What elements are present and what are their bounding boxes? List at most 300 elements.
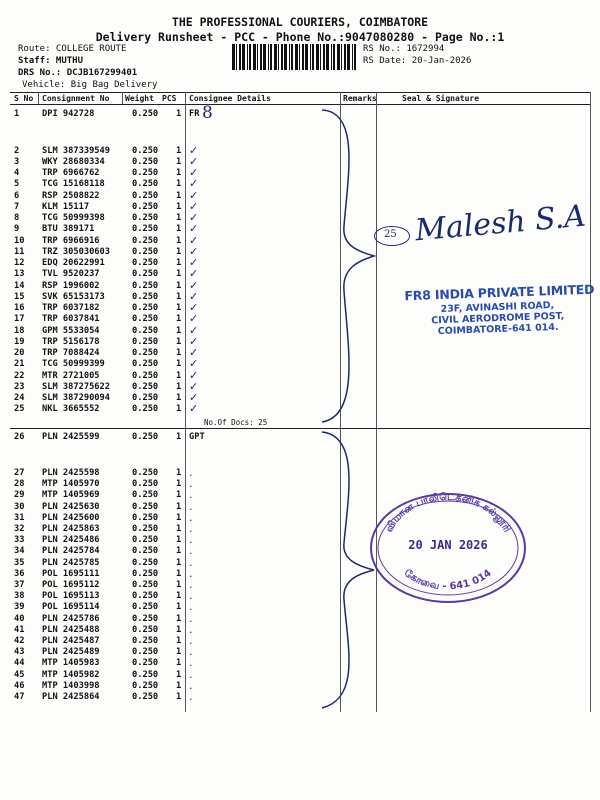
barcode-bar: [281, 44, 283, 70]
row-weight: 0.250: [132, 291, 159, 302]
row-consignment: PLN 2425486: [42, 535, 100, 546]
vehicle-label: Vehicle: Big Bag Delivery: [22, 80, 158, 90]
row-pcs: 1: [176, 381, 182, 392]
barcode-bar: [289, 44, 290, 70]
dot-mark: .: [189, 499, 193, 513]
row-consignment: NKL 3665552: [42, 404, 100, 415]
dot-mark: .: [189, 544, 193, 558]
col-sno: S No: [14, 94, 34, 103]
row-pcs: 1: [176, 557, 182, 568]
stamp-address-line2: CIVIL AERODROME POST,: [431, 310, 565, 327]
row-sno: 30: [14, 501, 25, 512]
dot-mark: .: [189, 466, 193, 479]
barcode-bar: [242, 44, 245, 70]
check-mark-icon: ✓: [189, 177, 199, 191]
row-consignment: PLN 2425863: [42, 524, 100, 534]
row-1-consignee: FR: [189, 109, 200, 119]
barcode-bar: [239, 44, 241, 70]
barcode-bar: [354, 44, 356, 70]
row-pcs: 1: [176, 145, 182, 156]
row-consignment: TCG 15168118: [42, 179, 105, 190]
barcode-bar: [302, 44, 304, 70]
row-weight: 0.250: [132, 381, 159, 392]
rs-date: RS Date: 20-Jan-2026: [363, 56, 472, 66]
barcode-bar: [249, 44, 251, 70]
row-consignment: TRZ 305030603: [42, 246, 110, 257]
row-pcs: 1: [176, 303, 182, 313]
row-consignment: TRP 7088424: [42, 348, 100, 358]
row-weight: 0.250: [132, 658, 159, 669]
row-pcs: 1: [176, 602, 182, 613]
drs-number: DRS No.: DCJB167299401: [18, 68, 138, 78]
dot-mark: .: [189, 667, 193, 681]
check-mark-icon: ✓: [189, 233, 199, 247]
row-sno: 32: [14, 524, 25, 534]
row-26-sno: 26: [14, 432, 25, 442]
row-weight: 0.250: [132, 591, 159, 602]
row-weight: 0.250: [132, 280, 159, 291]
row-pcs: 1: [176, 669, 182, 680]
dot-mark: .: [189, 589, 193, 603]
barcode-bar: [232, 44, 235, 70]
barcode-bar: [323, 44, 325, 70]
row-pcs: 1: [176, 680, 182, 691]
row-consignment: MTP 1405983: [42, 658, 100, 669]
row-consignment: PLN 2425489: [42, 647, 100, 658]
row-pcs: 1: [176, 359, 182, 370]
row-weight: 0.250: [132, 602, 159, 613]
barcode-bar: [291, 44, 293, 70]
company-stamp: [404, 281, 595, 338]
row-consignment: TCG 50999399: [42, 359, 105, 370]
row-weight: 0.250: [132, 336, 159, 347]
row-weight: 0.250: [132, 325, 159, 336]
row-pcs: 1: [176, 179, 182, 190]
row-sno: 36: [14, 568, 25, 579]
check-mark-icon: ✓: [189, 278, 199, 292]
row-pcs: 1: [176, 224, 182, 235]
barcode-bar: [274, 44, 277, 70]
row-sno: 47: [14, 692, 25, 702]
check-mark-icon: ✓: [189, 222, 199, 236]
barcode-bar: [260, 44, 262, 70]
row-sno: 23: [14, 381, 25, 392]
row-pcs: 1: [176, 325, 182, 336]
row-consignment: MTP 1403998: [42, 680, 100, 691]
row-sno: 24: [14, 393, 25, 403]
dot-mark: .: [189, 555, 193, 569]
row-consignment: SVK 65153173: [42, 291, 105, 302]
row-weight: 0.250: [132, 235, 159, 246]
row-weight: 0.250: [132, 692, 159, 702]
check-mark-icon: ✓: [189, 154, 199, 168]
row-sno: 42: [14, 636, 25, 646]
row-pcs: 1: [176, 258, 182, 268]
row-weight: 0.250: [132, 156, 159, 167]
row-sno: 35: [14, 557, 25, 568]
row-pcs: 1: [176, 568, 182, 579]
row-weight: 0.250: [132, 201, 159, 212]
row-consignment: POL 1695111: [42, 568, 100, 579]
row-weight: 0.250: [132, 501, 159, 512]
col-divider-consignee: [185, 92, 186, 712]
row-weight: 0.250: [132, 580, 159, 590]
receiver-signature: Malesh S.A: [413, 198, 588, 249]
dot-mark: .: [189, 477, 193, 491]
row-sno: 8: [14, 213, 20, 223]
row-weight: 0.250: [132, 524, 159, 534]
row-consignment: TCG 50999398: [42, 213, 105, 223]
row-consignment: PLN 2425630: [42, 501, 100, 512]
row-sno: 20: [14, 348, 25, 358]
row-consignment: POL 1695113: [42, 591, 100, 602]
row-pcs: 1: [176, 280, 182, 291]
check-mark-icon: ✓: [189, 346, 199, 359]
row-1-consignment: DPI 942728: [42, 109, 95, 119]
row-weight: 0.250: [132, 669, 159, 680]
row-weight: 0.250: [132, 224, 159, 235]
barcode-bar: [320, 44, 321, 70]
row-pcs: 1: [176, 501, 182, 512]
row-26-consignment: PLN 2425599: [42, 432, 100, 442]
row-sno: 40: [14, 613, 25, 624]
barcode: [232, 44, 360, 70]
check-mark-icon: ✓: [189, 379, 199, 393]
row-consignment: TRP 6966916: [42, 235, 100, 246]
row-weight: 0.250: [132, 568, 159, 579]
row-weight: 0.250: [132, 303, 159, 313]
stamp-address-line1: 23F, AVINASHI ROAD,: [440, 300, 555, 315]
check-mark-icon: ✓: [189, 323, 199, 337]
row-pcs: 1: [176, 546, 182, 557]
row-weight: 0.250: [132, 190, 159, 201]
dot-mark: .: [189, 522, 193, 535]
row-pcs: 1: [176, 692, 182, 702]
row-pcs: 1: [176, 580, 182, 590]
table-top-rule: [10, 92, 590, 93]
barcode-bar: [331, 44, 332, 70]
row-pcs: 1: [176, 658, 182, 669]
row-pcs: 1: [176, 201, 182, 212]
stamp-top-text: விமான பாலிடெக்னிக் கல்லூரி: [383, 491, 513, 535]
col-seal: Seal & Signature: [402, 94, 480, 103]
row-sno: 10: [14, 235, 25, 246]
dot-mark: .: [189, 566, 193, 580]
circled-count-text: 25: [384, 229, 397, 240]
row-sno: 25: [14, 404, 25, 415]
check-mark-icon: ✓: [189, 289, 199, 303]
barcode-bar: [326, 44, 329, 70]
row-sno: 18: [14, 325, 25, 336]
row-pcs: 1: [176, 490, 182, 501]
barcode-bar: [310, 44, 311, 70]
check-mark-icon: ✓: [189, 301, 199, 314]
postal-stamp: [366, 486, 528, 604]
svg-text:கோவை - 641 014: [402, 567, 494, 592]
circled-count: [374, 226, 410, 246]
col-weight: Weight: [125, 94, 154, 103]
row-pcs: 1: [176, 636, 182, 646]
row-sno: 3: [14, 156, 20, 167]
barcode-bar: [295, 44, 298, 70]
row-weight: 0.250: [132, 647, 159, 658]
row-pcs: 1: [176, 613, 182, 624]
row-pcs: 1: [176, 291, 182, 302]
row-consignment: GPM 5533054: [42, 325, 100, 336]
row-sno: 19: [14, 336, 25, 347]
col-consignment: Consignment No: [42, 94, 110, 103]
row-pcs: 1: [176, 348, 182, 358]
row-pcs: 1: [176, 468, 182, 478]
check-mark-icon: ✓: [189, 267, 199, 281]
row-weight: 0.250: [132, 636, 159, 646]
check-mark-icon: ✓: [189, 357, 199, 371]
row-weight: 0.250: [132, 213, 159, 223]
barcode-bar: [257, 44, 258, 70]
row-sno: 6: [14, 190, 20, 201]
check-mark-icon: ✓: [189, 334, 199, 348]
row-26-consignee: GPT: [189, 432, 205, 442]
row-sno: 15: [14, 291, 25, 302]
row-sno: 28: [14, 479, 25, 490]
check-mark-icon: ✓: [189, 143, 199, 157]
row-weight: 0.250: [132, 393, 159, 403]
row-sno: 2: [14, 145, 20, 156]
row-consignment: RSP 2508822: [42, 190, 100, 201]
brace-group1: [320, 106, 380, 426]
row-consignment: POL 1695112: [42, 580, 100, 590]
row-sno: 34: [14, 546, 25, 557]
row-sno: 33: [14, 535, 25, 546]
row-weight: 0.250: [132, 490, 159, 501]
row-consignment: PLN 2425784: [42, 546, 100, 557]
barcode-bar: [236, 44, 237, 70]
barcode-bar: [347, 44, 350, 70]
svg-text:விமான பாலிடெக்னிக் கல்லூரி: [383, 491, 513, 534]
row-consignment: PLN 2425785: [42, 557, 100, 568]
dot-mark: .: [189, 600, 193, 614]
row-pcs: 1: [176, 524, 182, 534]
row-consignment: TRP 6966762: [42, 168, 100, 178]
row-consignment: RSP 1996002: [42, 280, 100, 291]
check-mark-icon: ✓: [189, 312, 199, 326]
check-mark-icon: ✓: [189, 211, 199, 224]
row-weight: 0.250: [132, 145, 159, 156]
row-sno: 39: [14, 602, 25, 613]
row-weight: 0.250: [132, 168, 159, 178]
row-pcs: 1: [176, 190, 182, 201]
dot-mark: .: [189, 645, 193, 659]
barcode-bar: [284, 44, 287, 70]
row-consignment: SLM 387339549: [42, 145, 110, 156]
stamp-company-name: FR8 INDIA PRIVATE LIMITED: [404, 281, 595, 304]
row-sno: 46: [14, 680, 25, 691]
col-divider: [38, 92, 39, 104]
barcode-bar: [263, 44, 266, 70]
barcode-bar: [270, 44, 272, 70]
row-weight: 0.250: [132, 468, 159, 478]
barcode-bar: [352, 44, 353, 70]
barcode-bar: [312, 44, 314, 70]
col-remarks: Remarks: [343, 94, 377, 103]
row-weight: 0.250: [132, 246, 159, 257]
no-of-docs: No.Of Docs: 25: [204, 418, 268, 427]
dot-mark: .: [189, 578, 193, 591]
barcode-bar: [305, 44, 308, 70]
row-sno: 29: [14, 490, 25, 501]
barcode-bar: [299, 44, 300, 70]
check-mark-icon: ✓: [189, 368, 199, 382]
row-weight: 0.250: [132, 314, 159, 325]
dot-mark: .: [189, 678, 193, 692]
row-sno: 41: [14, 624, 25, 635]
row-consignment: EDQ 20622991: [42, 258, 105, 268]
check-mark-icon: ✓: [189, 256, 199, 269]
dot-mark: .: [189, 510, 193, 524]
check-mark-icon: ✓: [189, 166, 199, 179]
rs-number: RS No.: 1672994: [363, 44, 445, 54]
row-consignment: POL 1695114: [42, 602, 100, 613]
row-consignment: TRP 6037182: [42, 303, 100, 313]
handwritten-fr-number: 8: [202, 103, 213, 123]
row-sno: 14: [14, 280, 25, 291]
company-title: THE PROFESSIONAL COURIERS, COIMBATORE: [171, 15, 429, 29]
row-sno: 13: [14, 269, 25, 280]
row-sno: 11: [14, 246, 25, 257]
col-pcs: PCS: [162, 94, 177, 103]
row-weight: 0.250: [132, 546, 159, 557]
row-sno: 9: [14, 224, 20, 235]
row-pcs: 1: [176, 269, 182, 280]
row-sno: 21: [14, 359, 25, 370]
row-pcs: 1: [176, 314, 182, 325]
row-consignment: PLN 2425598: [42, 468, 100, 478]
row-1-pcs: 1: [176, 109, 182, 119]
row-pcs: 1: [176, 479, 182, 490]
row-pcs: 1: [176, 235, 182, 246]
col-consignee: Consignee Details: [189, 94, 271, 103]
stamp-date: 20 JAN 2026: [408, 538, 488, 552]
barcode-bar: [337, 44, 340, 70]
barcode-bar: [341, 44, 342, 70]
row-consignment: SLM 387275622: [42, 381, 110, 392]
row-pcs: 1: [176, 404, 182, 415]
row-weight: 0.250: [132, 348, 159, 358]
row-pcs: 1: [176, 156, 182, 167]
staff-label: Staff: MUTHU: [18, 56, 84, 66]
row-consignment: SLM 387290094: [42, 393, 110, 403]
row-consignment: WKY 28680334: [42, 156, 105, 167]
dot-mark: .: [189, 611, 193, 625]
row-sno: 22: [14, 370, 25, 381]
row-pcs: 1: [176, 370, 182, 381]
runsheet-subtitle: Delivery Runsheet - PCC - Phone No.:9047080280 - Page No.:1: [95, 30, 505, 44]
row-1-weight: 0.250: [132, 109, 159, 119]
dot-mark: .: [189, 488, 193, 502]
row-consignment: PLN 2425600: [42, 512, 100, 523]
row-1-sno: 1: [14, 109, 20, 119]
row-pcs: 1: [176, 213, 182, 223]
row-pcs: 1: [176, 393, 182, 403]
check-mark-icon: ✓: [189, 188, 199, 202]
barcode-bar: [333, 44, 335, 70]
check-mark-icon: ✓: [189, 391, 199, 404]
barcode-bar: [268, 44, 269, 70]
row-weight: 0.250: [132, 404, 159, 415]
row-weight: 0.250: [132, 179, 159, 190]
row-pcs: 1: [176, 624, 182, 635]
row-weight: 0.250: [132, 359, 159, 370]
row-consignment: PLN 2425487: [42, 636, 100, 646]
route-label: Route: COLLEGE ROUTE: [18, 44, 127, 54]
row-pcs: 1: [176, 591, 182, 602]
row-consignment: KLM 15117: [42, 201, 90, 212]
row-sno: 38: [14, 591, 25, 602]
stamp-bottom-text: கோவை - 641 014: [402, 567, 494, 593]
row-weight: 0.250: [132, 535, 159, 546]
col-divider-right: [590, 92, 591, 712]
row-consignment: PLN 2425786: [42, 613, 100, 624]
row-consignment: MTP 1405969: [42, 490, 100, 501]
row-sno: 12: [14, 258, 25, 268]
row-weight: 0.250: [132, 680, 159, 691]
row-sno: 5: [14, 179, 20, 190]
group-separator: [10, 428, 590, 429]
row-pcs: 1: [176, 168, 182, 178]
row-consignment: PLN 2425488: [42, 624, 100, 635]
row-sno: 37: [14, 580, 25, 590]
row-weight: 0.250: [132, 557, 159, 568]
row-sno: 43: [14, 647, 25, 658]
row-consignment: MTP 1405982: [42, 669, 100, 680]
dot-mark: .: [189, 656, 193, 670]
check-mark-icon: ✓: [189, 199, 199, 213]
row-sno: 4: [14, 168, 20, 178]
row-weight: 0.250: [132, 624, 159, 635]
row-pcs: 1: [176, 647, 182, 658]
row-weight: 0.250: [132, 370, 159, 381]
row-consignment: TRP 6037841: [42, 314, 100, 325]
check-mark-icon: ✓: [189, 244, 199, 258]
row-pcs: 1: [176, 336, 182, 347]
col-divider: [122, 92, 123, 104]
dot-mark: .: [189, 690, 193, 703]
dot-mark: .: [189, 533, 193, 547]
row-26-weight: 0.250: [132, 432, 159, 442]
row-pcs: 1: [176, 535, 182, 546]
row-26-pcs: 1: [176, 432, 182, 442]
row-consignment: TVL 9520237: [42, 269, 100, 280]
row-consignment: BTU 389171: [42, 224, 95, 235]
row-weight: 0.250: [132, 258, 159, 268]
row-weight: 0.250: [132, 512, 159, 523]
row-weight: 0.250: [132, 479, 159, 490]
stamp-address-line3: COIMBATORE-641 014.: [437, 321, 559, 338]
row-sno: 31: [14, 512, 25, 523]
row-sno: 45: [14, 669, 25, 680]
barcode-bar: [278, 44, 279, 70]
barcode-bar: [316, 44, 319, 70]
barcode-bar: [344, 44, 346, 70]
row-weight: 0.250: [132, 269, 159, 280]
check-mark-icon: ✓: [189, 402, 199, 416]
row-sno: 17: [14, 314, 25, 325]
row-consignment: MTR 2721005: [42, 370, 100, 381]
barcode-bar: [247, 44, 248, 70]
row-sno: 27: [14, 468, 25, 478]
row-sno: 7: [14, 201, 20, 212]
row-pcs: 1: [176, 246, 182, 257]
